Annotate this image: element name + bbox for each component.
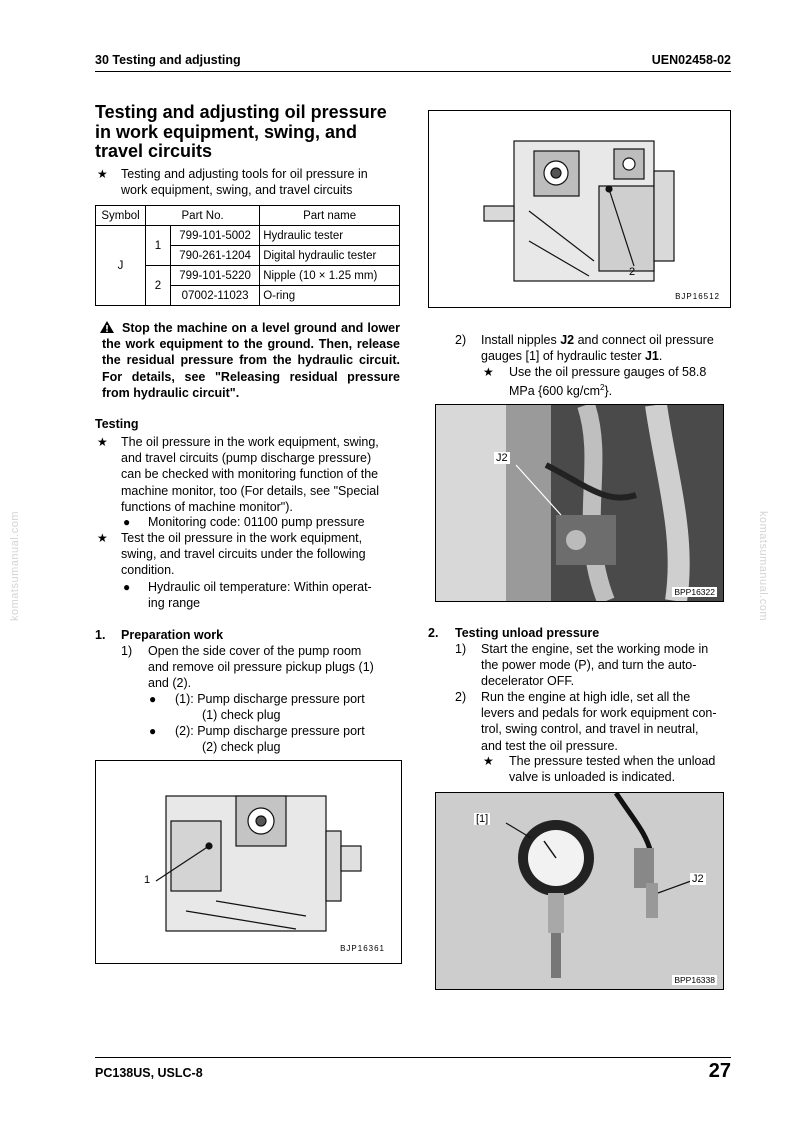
prep-step-number: 1) <box>121 644 133 658</box>
figure-photo-gauge <box>435 792 724 990</box>
prep-number: 1. <box>95 628 106 642</box>
star-icon: ★ <box>97 435 108 449</box>
header-doc-id: UEN02458-02 <box>651 53 731 67</box>
step2-text: Install nipples J2 and connect oil pressure gauges [1] of hydraulic tester J1. <box>481 333 714 364</box>
figure-pump-top <box>428 110 731 308</box>
figure-pump-bottom <box>95 760 402 964</box>
unload-star-text: The pressure tested when the unload valve is unloaded is indicated. <box>509 754 716 785</box>
figure-code: BJP16512 <box>675 292 720 301</box>
group-num: 1 <box>146 226 171 266</box>
unload-step1: Start the engine, set the working mode in the power mode (P), and turn the auto- decelerator OFF. <box>481 642 709 689</box>
unload-number: 2. <box>428 626 439 640</box>
table-row: 07002-11023 O-ring <box>96 286 400 306</box>
bullet-icon: ● <box>149 692 157 706</box>
figure-photo-j2 <box>435 404 724 602</box>
testing-item-1: The oil pressure in the work equipment, swing, and travel circuits (pump discharge pressure) can be checked with monitoring function of the machine monitor, too (For details, see "Special functions of machine monitor"). <box>121 435 380 514</box>
table-header: Symbol <box>96 206 146 226</box>
footer-model: PC138US, USLC-8 <box>95 1066 203 1080</box>
watermark-right: komatsumanual.com <box>757 511 769 621</box>
unload-step2: Run the engine at high idle, set all the levers and pedals for work equipment con- trol, swing control, and travel in neutral, and test the oil pressure. <box>481 690 717 753</box>
prep-step: Open the side cover of the pump room and remove oil pressure pickup plugs (1) and (2). <box>148 644 374 691</box>
step2-number: 2) <box>455 333 467 347</box>
figure-callout: 1 <box>144 874 151 886</box>
group-num: 2 <box>146 266 171 306</box>
star-icon: ★ <box>97 167 108 181</box>
tools-intro: Testing and adjusting tools for oil pressure in work equipment, swing, and travel circuits <box>121 167 368 198</box>
figure-code: BPP16322 <box>674 587 715 597</box>
prep-heading: Preparation work <box>121 628 224 642</box>
figure-callout: J2 <box>692 873 704 885</box>
tools-table <box>95 205 400 306</box>
star-icon: ★ <box>483 365 494 379</box>
table-row: 2 799-101-5220 Nipple (10 × 1.25 mm) <box>96 266 400 286</box>
testing-item-2-bullet: Hydraulic oil temperature: Within operat- ing range <box>148 580 372 611</box>
footer-rule <box>95 1057 731 1058</box>
figure-code: BPP16338 <box>674 975 715 985</box>
step2-star-text: Use the oil pressure gauges of 58.8 MPa {600 $kg/cm^2$}. <box>509 365 707 399</box>
pump-illustration <box>96 761 401 963</box>
watermark-left: komatsumanual.com <box>9 511 21 621</box>
figure-callout: 2 <box>629 266 636 278</box>
testing-item-2: Test the oil pressure in the work equipment, swing, and travel circuits under the following condition. <box>121 531 366 578</box>
table-header: Part No. <box>146 206 260 226</box>
star-icon: ★ <box>483 754 494 768</box>
unload-step1-number: 1) <box>455 642 467 656</box>
figure-callout: J2 <box>496 452 508 464</box>
testing-item-1-bullet: Monitoring code: 01100 pump pressure <box>148 515 365 529</box>
pump-illustration <box>429 111 730 307</box>
table-row: 790-261-1204 Digital hydraulic tester <box>96 246 400 266</box>
page-title: Testing and adjusting oil pressure in work equipment, swing, and travel circuits <box>95 102 387 161</box>
page-number: 27 <box>708 1060 731 1082</box>
unload-heading: Testing unload pressure <box>455 626 600 640</box>
table-row: J 1 799-101-5002 Hydraulic tester <box>96 226 400 246</box>
star-icon: ★ <box>97 531 108 545</box>
bullet-icon: ● <box>149 724 157 738</box>
symbol-cell: J <box>96 226 146 306</box>
figure-callout: [1] <box>476 813 489 825</box>
header-section: 30 Testing and adjusting <box>95 53 241 67</box>
prep-bullet-2: (2): Pump discharge pressure port (2) check plug <box>175 724 365 755</box>
engine-photo <box>436 405 723 601</box>
table-header: Part name <box>260 206 400 226</box>
figure-code: BJP16361 <box>340 944 385 953</box>
warning-text: Stop the machine on a level ground and lower the work equipment to the ground. Then, release the residual pressure from the hydraulic circuit. For details, see "Releasing residual pressure from hydraulic circuit". <box>102 321 400 400</box>
bullet-icon: ● <box>123 580 131 594</box>
unload-step2-number: 2) <box>455 690 467 704</box>
header-rule <box>95 71 731 72</box>
testing-heading: Testing <box>95 417 139 431</box>
prep-bullet-1: (1): Pump discharge pressure port (1) check plug <box>175 692 365 723</box>
bullet-icon: ● <box>123 515 131 529</box>
